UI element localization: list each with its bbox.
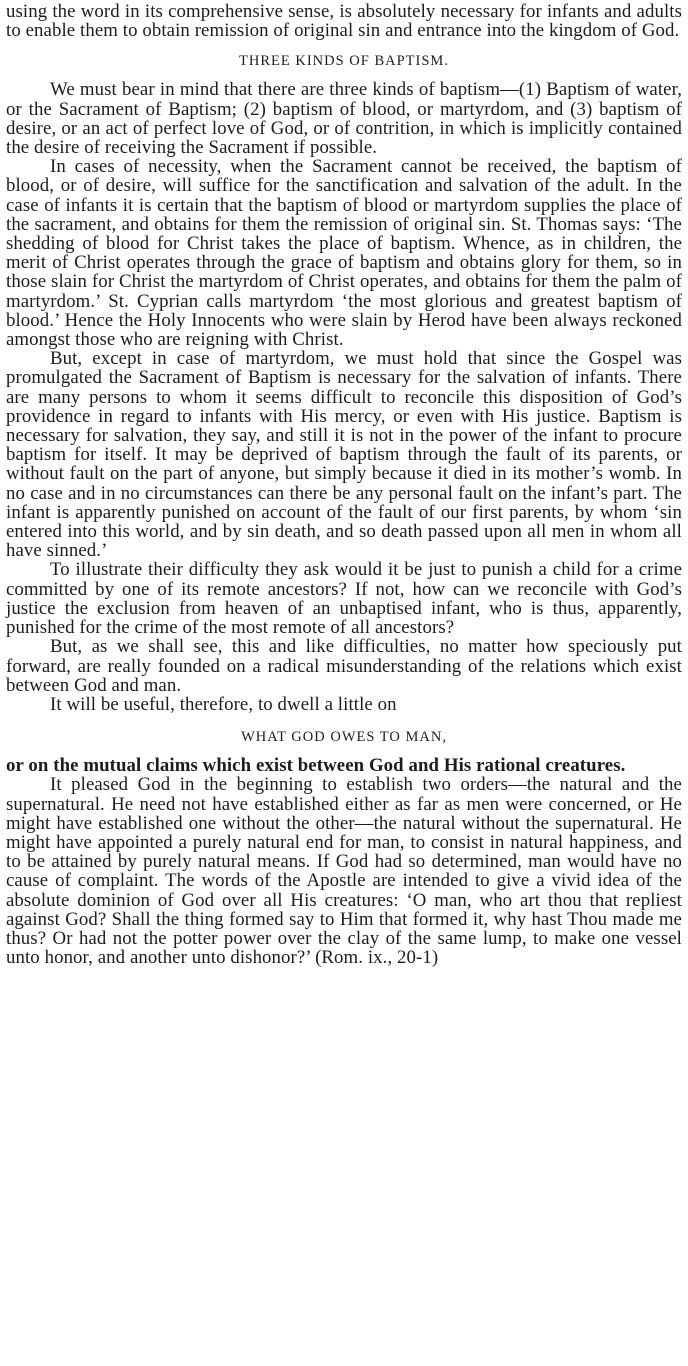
paragraph-cases-of-necessity: In cases of necessity, when the Sacrament cannot be received, the baptism of blood, or of desire, will suffice for the sanctification and salvation of the adult. In the case of infants it is certain that the baptism of blood or martyrdom supplies the place of the sacrament, and obtains for them the remission of original sin. St. Thomas says: ‘The shedding of blood for Christ takes the place of baptism. Whence, as in children, the merit of Christ operates through the grace of baptism and obtains glory for them, so in those slain for Christ the martyrdom of Christ operates, and obtains for them the palm of martyrdom.’ St. Cyprian calls martyrdom ‘the most glorious and greatest baptism of blood.’ Hence the Holy Innocents who were slain by Herod have been always reckoned amongst those who are reigning with Christ.: [6, 156, 682, 351]
paragraph-dwell-little: It will be useful, therefore, to dwell a little on: [50, 693, 397, 715]
paragraph-like-difficulties: But, as we shall see, this and like difficulties, no matter how speciously put forward, are really founded on a radical misunderstanding of the relations which exist between God and man.: [6, 636, 682, 696]
section-heading-what-god-owes: WHAT GOD OWES TO MAN,: [241, 729, 447, 746]
paragraph-mutual-claims: or on the mutual claims which exist between God and His rational creatures.: [6, 755, 626, 777]
document-page: [6, 2, 682, 967]
section-heading-three-kinds: THREE KINDS OF BAPTISM.: [239, 53, 449, 70]
paragraph-illustrate-difficulty: To illustrate their difficulty they ask would it be just to punish a child for a crime committed by one of its remote ancestors? If not, how can we reconcile with God’s justice the exclusion from heaven of an unbaptised infant, who is thus, apparently, punished for the crime of the most remote of all ancestors?: [6, 559, 682, 639]
intro-paragraph: using the word in its comprehensive sense, is absolutely necessary for infants and adults to enable them to obtain remission of original sin and entrance into the kingdom of God.: [6, 1, 682, 42]
paragraph-except-martyrdom: But, except in case of martyrdom, we must hold that since the Gospel was promulgated the Sacrament of Baptism is necessary for the salvation of infants. There are many persons to whom it seems difficult to reconcile this disposition of God’s providence in regard to infants with His mercy, or even with His justice. Baptism is necessary for salvation, they say, and still it is not in the power of the infant to procure baptism for itself. It may be deprived of baptism through the fault of its parents, or without fault on the part of anyone, but simply because it died in its mother’s womb. In no case and in no circumstances can there be any personal fault on the infant’s part. The infant is apparently punished on account of the fault of our first parents, by whom ‘sin entered into this world, and by sin death, and so death passed upon all men in whom all have sinned.’: [6, 348, 682, 562]
paragraph-kinds-of-baptism: We must bear in mind that there are three kinds of baptism—(1) Baptism of water, or the Sacrament of Baptism; (2) baptism of blood, or martyrdom, and (3) baptism of desire, or an act of perfect love of God, or of contrition, in which is implicitly contained the desire of receiving the Sacrament if possible.: [6, 79, 682, 159]
paragraph-two-orders: It pleased God in the beginning to establish two orders—the natural and the supernatural. He need not have established either as far as men were concerned, or He might have established one without the other—the natural without the supernatural. He might have appointed a purely natural end for man, to consist in natural happiness, and to be attained by purely natural means. If God had so determined, man would have no cause of complaint. The words of the Apostle are intended to give a vivid idea of the absolute dominion of God over all His creatures: ‘O man, who art thou that repliest against God? Shall the thing formed say to Him that formed it, why hast Thou made me thus? Or had not the potter power over the clay of the same lump, to make one vessel unto honor, and another unto dishonor?’ (Rom. ix., 20-1): [6, 774, 682, 969]
